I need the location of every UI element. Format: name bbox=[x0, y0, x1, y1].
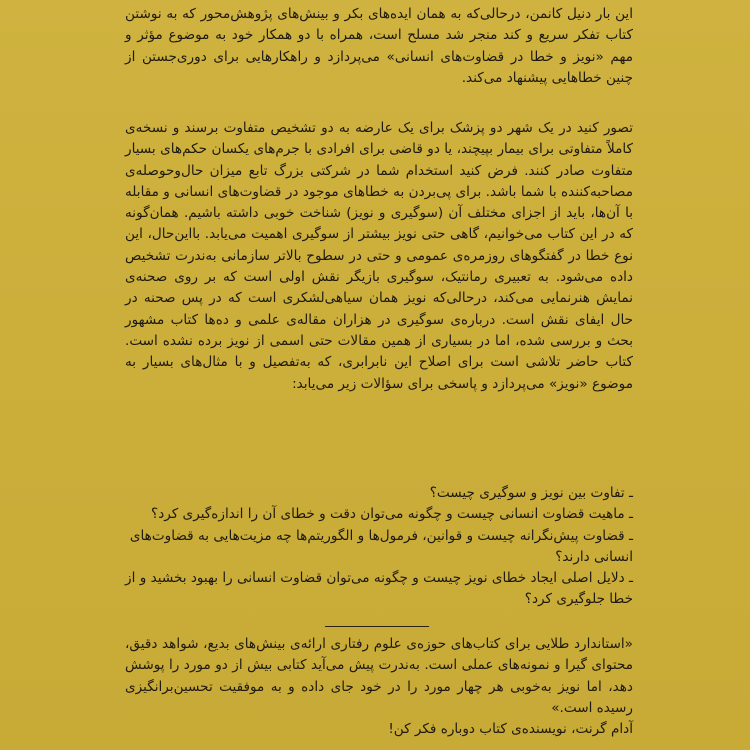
body-text: تصور کنید در یک شهر دو پزشک برای یک عارضه به دو تشخیص متفاوت برسند و نسخه‌ی کاملاً متفاوتی برای بیمار بپیچند، یا دو قاضی برای افرادی با جرم‌های یکسان حکم‌های بسیار متفاوت صادر کنند. فرض کنید استخدام شما در شرکتی بزرگ تابع میزان حال‌وحوصله‌ی مصاحبه‌کننده با شما باشد. برای پی‌بردن به خطاهای موجود در قضاوت‌های انسانی و مقابله با آن‌ها، باید از اجزای مختلف آن (سوگیری و نویز) شناخت خوبی داشته باشیم. همان‌گونه که در این کتاب می‌خوانیم، گاهی حتی نویز بیشتر از سوگیری اهمیت می‌یابد. بااین‌حال، این نوع خطا در گفتگوهای روزمره‌ی عمومی و حتی در سطوح بالاتر سازمانی به‌ندرت تشخیص داده می‌شود. به تعبیری رمانتیک، سوگیری بازیگر نقش اولی است که بر روی صحنه‌ی نمایش هنرنمایی می‌کند، درحالی‌که نویز همان سیاهی‌لشکری است که در پس صحنه در حال ایفای نقش است. درباره‌ی سوگیری در هزاران مقاله‌ی علمی و ده‌ها کتاب مشهور بحث و بررسی شده، اما در بسیاری از همین مقالات حتی اسمی از نویز برده نشده است. کتاب حاضر تلاشی است برای اصلاح این نابرابری، که به‌تفصیل و با مثال‌های بسیار به موضوع «نویز» می‌پردازد و پاسخی برای سؤالات زیر می‌یابد: bbox=[125, 120, 633, 392]
intro-paragraph bbox=[125, 4, 633, 89]
body-paragraph bbox=[125, 118, 633, 395]
question-item: ـ قضاوت پیش‌نگرانه چیست و قوانین، فرمول‌ها و الگوریتم‌ها چه مزیت‌هایی به قضاوت‌های انسانی دارند؟ bbox=[129, 527, 633, 565]
question-item: ـ تفاوت بین نویز و سوگیری چیست؟ bbox=[429, 485, 633, 501]
intro-text: این بار دنیل کانمن، درحالی‌که به همان ایده‌های بکر و بینش‌های پژوهش‌محور که به نوشتن کتاب تفکر سریع و کند منجر شد مسلح است، همراه با دو همکار خود به موضوع مؤثر و مهم «نویز و خطا در قضاوت‌های انسانی» می‌پردازد و راهکارهایی برای دوری‌جستن از چنین خطاهایی پیشنهاد می‌کند. bbox=[125, 6, 633, 86]
question-list bbox=[125, 483, 633, 611]
divider-line bbox=[325, 626, 429, 627]
quote-attribution: آدام گرنت، نویسنده‌ی کتاب دوباره فکر کن! bbox=[388, 721, 633, 738]
endorsement-quote bbox=[125, 634, 633, 740]
question-item: ـ ماهیت قضاوت انسانی چیست و چگونه می‌توان دقت و خطای آن را اندازه‌گیری کرد؟ bbox=[151, 506, 633, 523]
question-item: ـ دلایل اصلی ایجاد خطای نویز چیست و چگونه می‌توان قضاوت انسانی را بهبود بخشید و از خطا جلوگیری کرد؟ bbox=[125, 570, 633, 608]
quote-text: «استاندارد طلایی برای کتاب‌های حوزه‌ی علوم رفتاری ارائه‌ی بینش‌های بدیع، شواهد دقیق، محتوای گیرا و نمونه‌های عملی است. به‌ندرت پیش می‌آید کتابی بیش از دو مورد را پوشش دهد، اما نویز به‌خوبی هر چهار مورد را در خود جای داده و به موفقیت تحسین‌برانگیزی رسیده است.» bbox=[125, 636, 633, 716]
